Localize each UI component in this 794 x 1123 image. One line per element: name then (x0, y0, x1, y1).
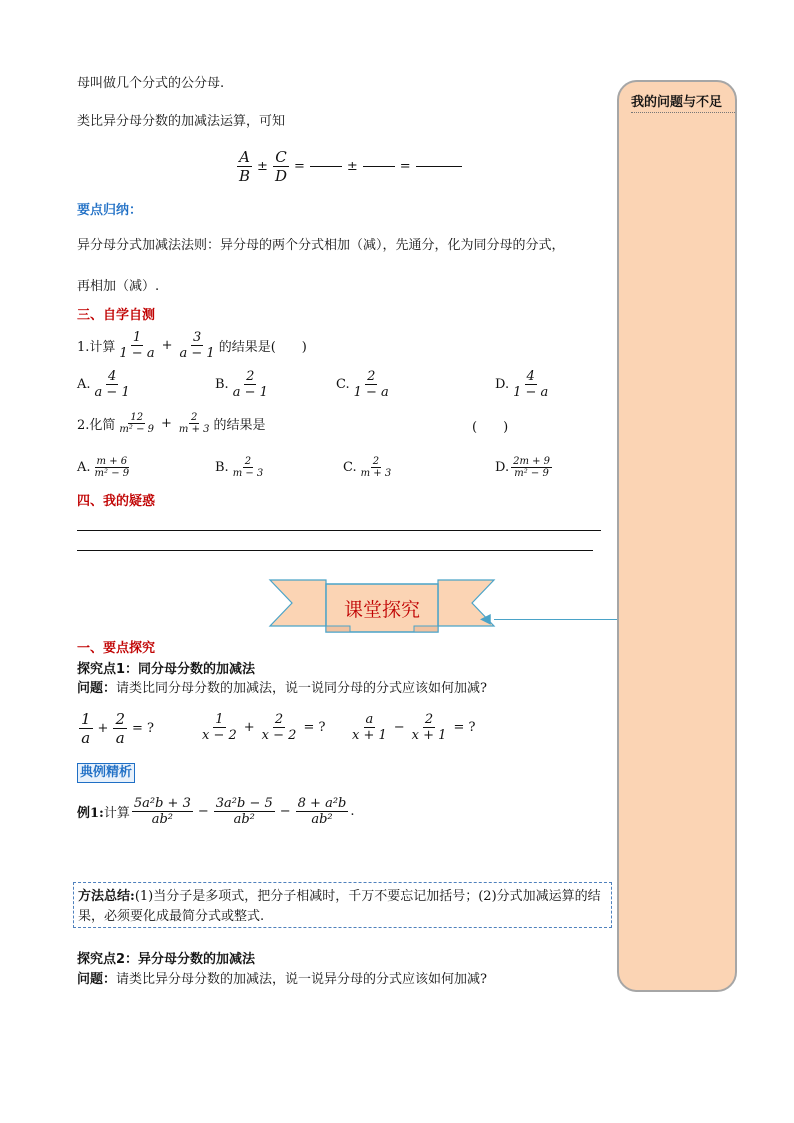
q2-option-c[interactable] (343, 456, 395, 479)
option-label: A. (77, 377, 91, 392)
method-text: (1)当分子是多项式，把分子相减时，千万不要忘记加括号；(2)分式加减运算的结果，必须要化成最简分式或整式. (78, 889, 601, 924)
general-formula (235, 148, 464, 185)
q1-option-d[interactable] (495, 369, 552, 400)
equation-1 (77, 710, 157, 747)
question-2 (77, 412, 266, 435)
frac-num: 2 (115, 710, 125, 728)
q2-option-d[interactable] (495, 456, 554, 479)
point1-title: 探究点1：同分母分数的加减法 (77, 662, 256, 677)
connector-line (494, 619, 617, 620)
arrow-left-icon: ◀ (480, 611, 491, 627)
answer-line-2 (77, 550, 593, 551)
frac-den: a − 1 (94, 385, 130, 400)
frac-den: m² − 9 (514, 468, 549, 479)
q1-option-c[interactable] (336, 369, 393, 400)
frac-den: x − 2 (202, 728, 237, 743)
frac-num: 2 (372, 456, 380, 467)
blank-line (363, 166, 395, 167)
q1-option-a[interactable] (77, 369, 134, 400)
question-text: 请类比同分母分数的加减法，说一说同分母的分式应该如何加减? (116, 681, 487, 696)
frac-num: 5a²b + 3 (133, 796, 191, 811)
frac-den: ab² (151, 812, 174, 827)
frac-num: 2 (367, 369, 376, 384)
frac-num: 3 (192, 330, 202, 345)
frac-den: a − 1 (232, 385, 268, 400)
intro-line-1: 母叫做几个分式的公分母. (77, 76, 225, 91)
operator: ± (346, 159, 358, 174)
frac-den: x + 1 (411, 728, 447, 743)
method-summary-box (73, 882, 612, 928)
question-prefix: 2.化简 (77, 418, 116, 433)
question-1 (77, 330, 307, 361)
key-points-text-1: 异分母分式加减法法则：异分母的两个分式相加（减），先通分，化为同分母的分式， (77, 238, 565, 253)
frac-num: m + 6 (96, 456, 128, 467)
frac-den: a (115, 729, 125, 747)
question-label: 问题： (77, 972, 117, 987)
sidebar-title: 我的问题与不足 (631, 95, 723, 110)
frac-num: 2 (274, 712, 284, 727)
frac-den: m² − 9 (119, 424, 154, 435)
frac-num: 12 (130, 412, 144, 423)
answer-bracket: ( ) (472, 420, 509, 435)
frac-num: A (239, 148, 250, 166)
equation-2 (198, 712, 328, 743)
explore-heading: 一、要点探究 (77, 641, 156, 656)
frac-den: a − 1 (179, 346, 215, 361)
blank-line (416, 166, 462, 167)
operator: = ? (132, 721, 154, 736)
frac-den: D (274, 167, 287, 185)
method-label: 方法总结: (78, 889, 135, 904)
key-points-text-2: 再相加（减）. (77, 279, 160, 294)
frac-num: 2 (191, 412, 198, 423)
operator: = ? (453, 720, 476, 735)
key-points-heading: 要点归纳： (77, 203, 143, 218)
question-suffix: 的结果是( ) (218, 340, 307, 355)
question-suffix: 的结果是 (213, 418, 266, 433)
frac-num: 2 (424, 712, 434, 727)
frac-den: m² − 9 (94, 468, 130, 479)
operator: ± (257, 159, 268, 174)
frac-den: m + 3 (360, 468, 392, 479)
option-label: C. (336, 377, 350, 392)
frac-num: 3a²b − 5 (215, 796, 273, 811)
operator: + (161, 416, 172, 431)
frac-den: 1 − a (119, 346, 155, 361)
frac-num: C (275, 148, 287, 166)
frac-num: 8 + a²b (297, 796, 347, 811)
frac-den: m − 3 (232, 468, 264, 479)
operator: = (399, 159, 411, 174)
frac-den: a (81, 729, 91, 747)
option-label: A. (77, 460, 91, 475)
option-label: C. (343, 460, 357, 475)
question-prefix: 1.计算 (77, 340, 116, 355)
question-text: 请类比异分母分数的加减法，说一说异分母的分式应该如何加减? (116, 972, 487, 987)
frac-den: m + 3 (178, 424, 210, 435)
frac-den: 1 − a (353, 385, 389, 400)
operator: − (393, 720, 405, 735)
option-label: D. (495, 377, 510, 392)
frac-num: 1 (215, 712, 224, 727)
sidebar-divider (631, 112, 735, 113)
point2-question (77, 972, 487, 988)
frac-num: 1 (132, 330, 142, 345)
answer-line-1 (77, 530, 601, 531)
option-label: B. (215, 460, 229, 475)
frac-num: 1 (81, 710, 91, 728)
frac-den: B (239, 167, 251, 185)
operator: − (197, 804, 209, 819)
example-1 (77, 796, 355, 827)
operator: + (243, 720, 255, 735)
point2-title: 探究点2：异分母分数的加减法 (77, 952, 256, 967)
equation-3 (348, 712, 478, 743)
frac-den: 1 − a (513, 385, 549, 400)
frac-num: 4 (526, 369, 535, 384)
question-label: 问题： (77, 681, 117, 696)
notes-sidebar (617, 80, 737, 992)
frac-den: x − 2 (261, 728, 297, 743)
frac-num: a (365, 712, 374, 727)
q1-option-b[interactable] (215, 369, 272, 400)
point1-question (77, 681, 487, 697)
operator: + (97, 721, 109, 736)
option-label: B. (215, 377, 229, 392)
operator: = (293, 159, 305, 174)
operator: − (279, 804, 291, 819)
operator: = ? (303, 720, 326, 735)
banner-title: 课堂探究 (343, 599, 420, 621)
doubts-heading: 四、我的疑惑 (77, 494, 156, 509)
example-tag: 典例精析 (77, 763, 135, 783)
intro-line-2: 类比异分母分数的加减法运算，可知 (77, 114, 286, 129)
period: . (350, 804, 355, 819)
example-prefix: 计算 (103, 806, 130, 821)
option-label: D. (495, 460, 510, 475)
frac-num: 2 (244, 456, 252, 467)
self-test-heading: 三、自学自测 (77, 308, 156, 323)
example-label: 例1: (77, 806, 104, 821)
frac-den: ab² (233, 812, 255, 827)
frac-den: x + 1 (352, 728, 387, 743)
q2-option-a[interactable] (77, 456, 133, 479)
blank-line (310, 166, 342, 167)
operator: + (161, 338, 173, 353)
q2-option-b[interactable] (215, 456, 267, 479)
frac-den: ab² (311, 812, 333, 827)
frac-num: 4 (107, 369, 117, 384)
frac-num: 2 (246, 369, 255, 384)
frac-num: 2m + 9 (513, 456, 551, 467)
